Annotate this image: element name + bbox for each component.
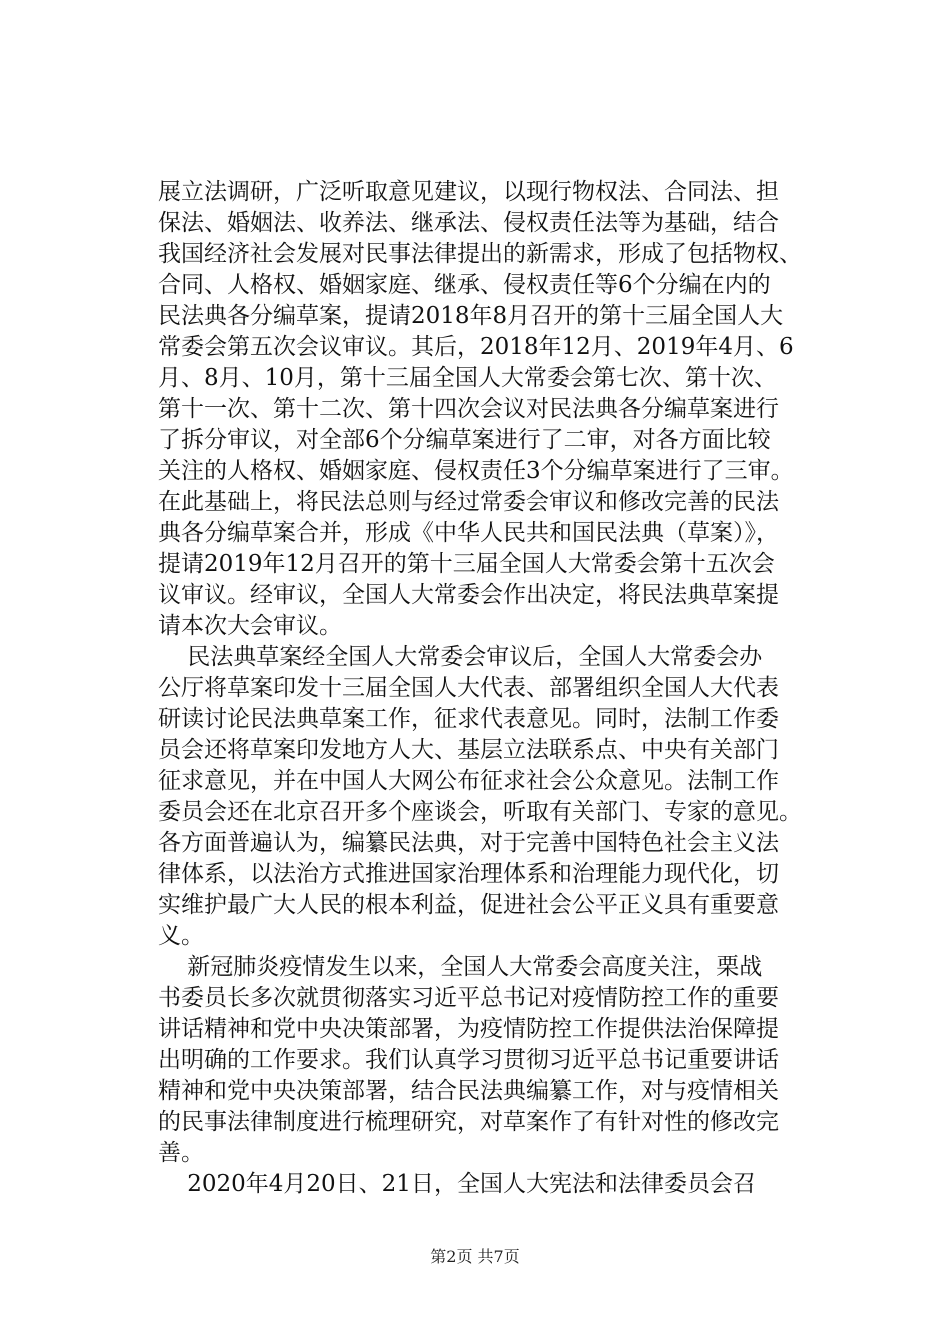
text-line: 律体系，以法治方式推进国家治理体系和治理能力现代化，切 xyxy=(158,861,779,887)
text-line: 员会还将草案印发地方人大、基层立法联系点、中央有关部门 xyxy=(158,737,779,763)
text-line: 常委会第五次会议审议。其后，2018年12月、2019年4月、6 xyxy=(158,334,794,360)
page-footer: 第2页 共7页 xyxy=(430,1247,520,1266)
text-line: 合同、人格权、婚姻家庭、继承、侵权责任等6个分编在内的 xyxy=(158,272,771,298)
text-line: 研读讨论民法典草案工作，征求代表意见。同时，法制工作委 xyxy=(158,706,779,732)
text-line: 精神和党中央决策部署，结合民法典编纂工作，对与疫情相关 xyxy=(158,1078,779,1104)
text-line: 书委员长多次就贯彻落实习近平总书记对疫情防控工作的重要 xyxy=(158,985,779,1011)
text-line: 各方面普遍认为，编纂民法典，对于完善中国特色社会主义法 xyxy=(158,830,779,856)
text-line: 月、8月、10月，第十三届全国人大常委会第七次、第十次、 xyxy=(158,365,777,391)
text-line: 2020年4月20日、21日，全国人大宪法和法律委员会召 xyxy=(158,1171,756,1197)
text-line: 展立法调研，广泛听取意见建议，以现行物权法、合同法、担 xyxy=(158,179,779,205)
text-line: 善。 xyxy=(158,1140,204,1166)
text-line: 讲话精神和党中央决策部署，为疫情防控工作提供法治保障提 xyxy=(158,1016,779,1042)
text-line: 我国经济社会发展对民事法律提出的新需求，形成了包括物权、 xyxy=(158,241,802,267)
text-line: 公厅将草案印发十三届全国人大代表、部署组织全国人大代表 xyxy=(158,675,779,701)
text-line: 出明确的工作要求。我们认真学习贯彻习近平总书记重要讲话 xyxy=(158,1047,779,1073)
text-line: 义。 xyxy=(158,923,204,949)
text-line: 提请2019年12月召开的第十三届全国人大常委会第十五次会 xyxy=(158,551,775,577)
text-line: 了拆分审议，对全部6个分编草案进行了二审，对各方面比较 xyxy=(158,427,771,453)
text-line: 请本次大会审议。 xyxy=(158,613,342,639)
text-line: 在此基础上，将民法总则与经过常委会审议和修改完善的民法 xyxy=(158,489,779,515)
text-line: 典各分编草案合并，形成《中华人民共和国民法典（草案）》， xyxy=(158,520,779,546)
text-line: 新冠肺炎疫情发生以来，全国人大常委会高度关注，栗战 xyxy=(158,954,763,980)
text-line: 议审议。经审议，全国人大常委会作出决定，将民法典草案提 xyxy=(158,582,779,608)
text-line: 第十一次、第十二次、第十四次会议对民法典各分编草案进行 xyxy=(158,396,779,422)
text-line: 的民事法律制度进行梳理研究，对草案作了有针对性的修改完 xyxy=(158,1109,779,1135)
text-line: 民法典各分编草案，提请2018年8月召开的第十三届全国人大 xyxy=(158,303,784,329)
text-line: 民法典草案经全国人大常委会审议后，全国人大常委会办 xyxy=(158,644,763,670)
text-line: 实维护最广大人民的根本利益，促进社会公平正义具有重要意 xyxy=(158,892,779,918)
text-line: 征求意见，并在中国人大网公布征求社会公众意见。法制工作 xyxy=(158,768,779,794)
text-line: 委员会还在北京召开多个座谈会，听取有关部门、专家的意见。 xyxy=(158,799,802,825)
body-text xyxy=(158,177,848,1200)
text-line: 保法、婚姻法、收养法、继承法、侵权责任法等为基础，结合 xyxy=(158,210,779,236)
text-line: 关注的人格权、婚姻家庭、侵权责任3个分编草案进行了三审。 xyxy=(158,458,794,484)
